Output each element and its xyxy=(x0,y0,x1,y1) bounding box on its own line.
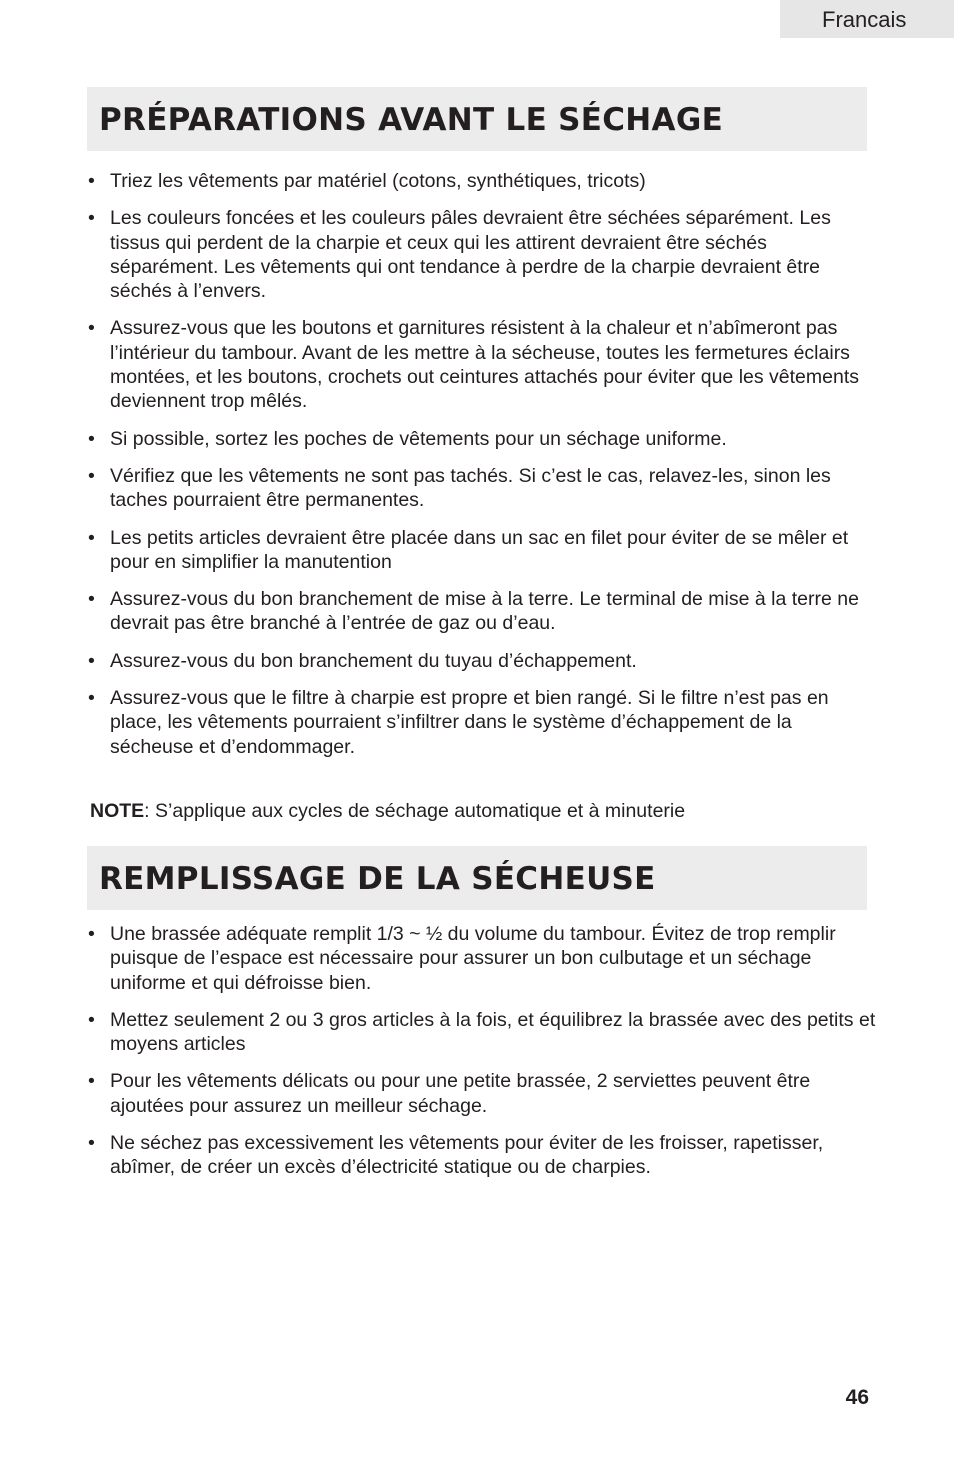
list-item: • Assurez-vous du bon branchement de mise à la terre. Le terminal de mise à la terre ne devrait pas être branché à l’entrée de gaz ou d’eau. xyxy=(88,587,878,636)
list-item: • Mettez seulement 2 ou 3 gros articles à la fois, et équilibrez la brassée avec des petits et moyens articles xyxy=(88,1008,878,1057)
list-item: • Ne séchez pas excessivement les vêtements pour éviter de les froisser, rapetisser, abîmer, de créer un excès d’électricité statique ou de charpies. xyxy=(88,1131,878,1180)
note-paragraph xyxy=(90,799,870,823)
remplissage-list xyxy=(88,922,878,1193)
list-item: • Triez les vêtements par matériel (cotons, synthétiques, tricots) xyxy=(88,169,878,193)
list-item: • Vérifiez que les vêtements ne sont pas tachés. Si c’est le cas, relavez-les, sinon les taches pourraient être permanentes. xyxy=(88,464,878,513)
note-text: : S’applique aux cycles de séchage automatique et à minuterie xyxy=(144,800,686,822)
section-header-preparations xyxy=(87,87,867,151)
list-item: • Assurez-vous que le filtre à charpie est propre et bien rangé. Si le filtre n’est pas en place, les vêtements pourraient s’infiltrer dans le système d’échappement de la sécheuse et d’endommager. xyxy=(88,686,878,759)
list-item: • Assurez-vous du bon branchement du tuyau d’échappement. xyxy=(88,649,878,673)
section-header-remplissage xyxy=(87,846,867,910)
list-item: • Si possible, sortez les poches de vêtements pour un séchage uniforme. xyxy=(88,427,878,451)
language-label: Francais xyxy=(822,7,907,32)
note-label: NOTE xyxy=(90,800,145,822)
preparations-list xyxy=(88,169,878,772)
list-item: • Pour les vêtements délicats ou pour une petite brassée, 2 serviettes peuvent être ajoutées pour assurez un meilleur séchage. xyxy=(88,1069,878,1118)
list-item: • Les petits articles devraient être placée dans un sac en filet pour éviter de se mêler et pour en simplifier la manutention xyxy=(88,526,878,575)
page-number: 46 xyxy=(845,1386,869,1409)
section-title: PRÉPARATIONS AVANT LE SÉCHAGE xyxy=(99,102,724,138)
list-item: • Les couleurs foncées et les couleurs pâles devraient être séchées séparément. Les tissus qui perdent de la charpie et ceux qui les attirent devraient être séchés séparément. Les vêtements qui ont tendance à perdre de la charpie devraient être séchés à l’envers. xyxy=(88,206,878,303)
list-item: • Assurez-vous que les boutons et garnitures résistent à la chaleur et n’abîmeront pas l’intérieur du tambour. Avant de les mettre à la sécheuse, toutes les fermetures éclairs montées, et les boutons, crochets out ceintures attachés pour éviter que les vêtements deviennent trop mêlés. xyxy=(88,316,878,413)
list-item: • Une brassée adéquate remplit 1/3 ~ ½ du volume du tambour. Évitez de trop remplir puisque de l’espace est nécessaire pour assurer un bon culbutage et un séchage uniforme et qui défroisse bien. xyxy=(88,922,878,995)
section-title: REMPLISSAGE DE LA SÉCHEUSE xyxy=(99,861,656,897)
language-tab xyxy=(780,0,954,38)
